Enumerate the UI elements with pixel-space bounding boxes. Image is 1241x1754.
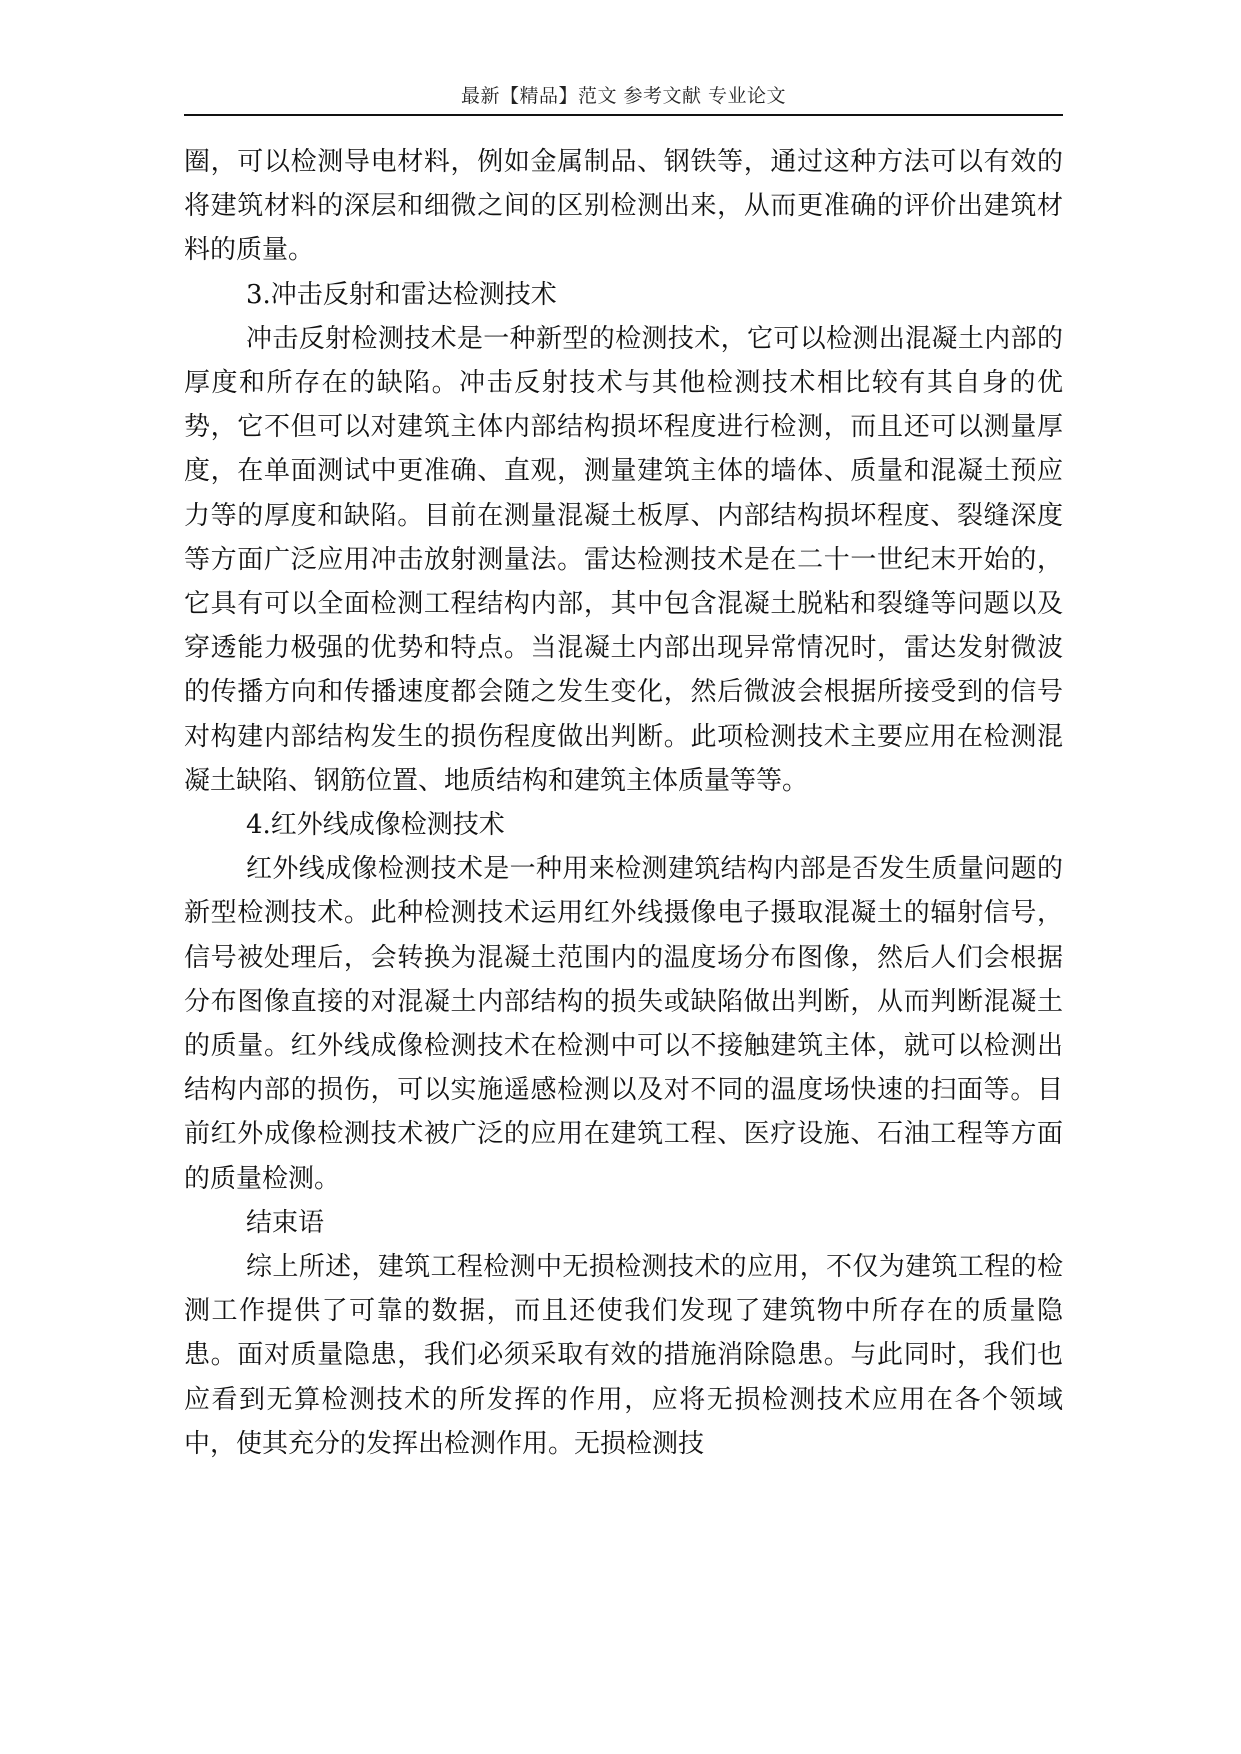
paragraph-conclusion: 综上所述，建筑工程检测中无损检测技术的应用，不仅为建筑工程的检测工作提供了可靠的数据，而且还使我们发现了建筑物中所存在的质量隐患。面对质量隐患，我们必须采取有效的措施消除隐患。与此同时，我们也应看到无算检测技术的所发挥的作用，应将无损检测技术应用在各个领域中，使其充分的发挥出检测作用。无损检测技 — [184, 1252, 1063, 1459]
paragraph-continuation: 圈，可以检测导电材料，例如金属制品、钢铁等，通过这种方法可以有效的将建筑材料的深层和细微之间的区别检测出来，从而更准确的评价出建筑材料的质量。 — [184, 147, 1063, 266]
section-heading-conclusion: 结束语 — [246, 1207, 325, 1238]
paragraph-impact-radar: 冲击反射检测技术是一种新型的检测技术，它可以检测出混凝土内部的厚度和所存在的缺陷。冲击反射技术与其他检测技术相比较有其自身的优势，它不但可以对建筑主体内部结构损坏程度进行检测，而且还可以测量厚度，在单面测试中更准确、直观，测量建筑主体的墙体、质量和混凝土预应力等的厚度和缺陷。目前在测量混凝土板厚、内部结构损坏程度、裂缝深度等方面广泛应用冲击放射测量法。雷达检测技术是在二十一世纪末开始的，它具有可以全面检测工程结构内部，其中包含混凝土脱粘和裂缝等问题以及穿透能力极强的优势和特点。当混凝土内部出现异常情况时，雷达发射微波的传播方向和传播速度都会随之发生变化，然后微波会根据所接受到的信号对构建内部结构发生的损伤程度做出判断。此项检测技术主要应用在检测混凝土缺陷、钢筋位置、地质结构和建筑主体质量等等。 — [184, 323, 1063, 796]
body-text — [184, 140, 1063, 1466]
header-divider — [184, 114, 1063, 116]
running-header: 最新【精品】范文 参考文献 专业论文 — [460, 85, 787, 107]
section-heading-radar: 3.冲击反射和雷达检测技术 — [246, 279, 557, 310]
section-heading-infrared: 4.红外线成像检测技术 — [246, 810, 505, 841]
paragraph-infrared: 红外线成像检测技术是一种用来检测建筑结构内部是否发生质量问题的新型检测技术。此种检测技术运用红外线摄像电子摄取混凝土的辐射信号，信号被处理后，会转换为混凝土范围内的温度场分布图像，然后人们会根据分布图像直接的对混凝土内部结构的损失或缺陷做出判断，从而判断混凝土的质量。红外线成像检测技术在检测中可以不接触建筑主体，就可以检测出结构内部的损伤，可以实施遥感检测以及对不同的温度场快速的扫面等。目前红外成像检测技术被广泛的应用在建筑工程、医疗设施、石油工程等方面的质量检测。 — [184, 854, 1063, 1194]
